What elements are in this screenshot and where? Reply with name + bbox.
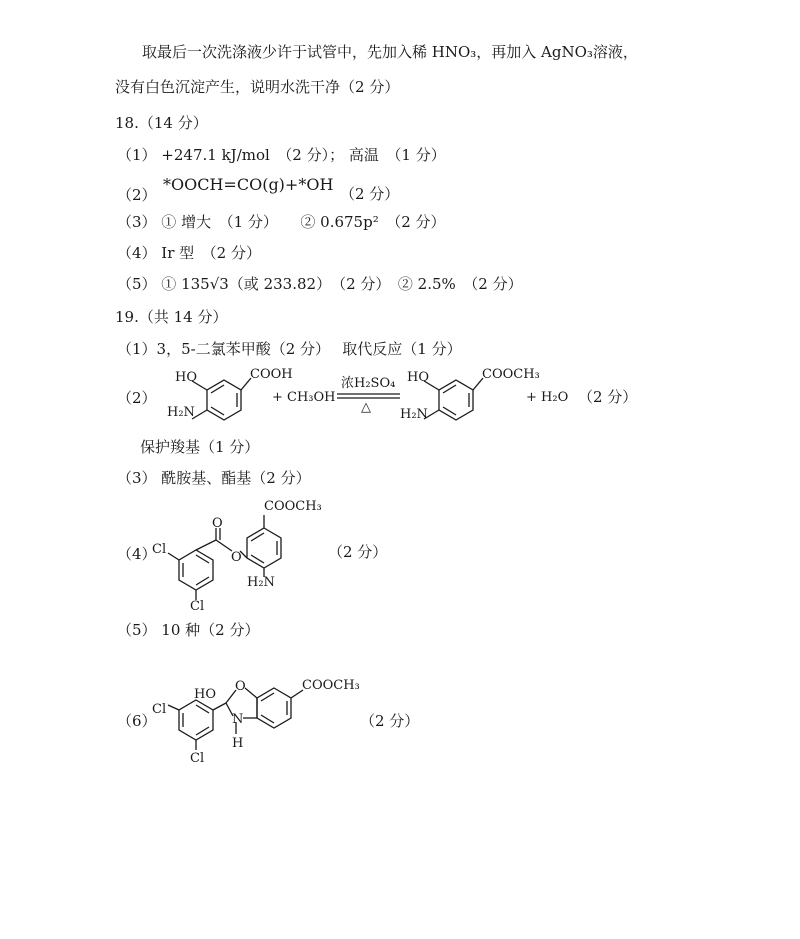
q19-part-3: （3） 酰胺基、酯基（2 分）	[117, 469, 311, 487]
structure-4-cl-top: Cl	[152, 542, 167, 557]
product-ester: COOCH₃	[482, 367, 540, 382]
q19-title: 19.（共 14 分）	[115, 308, 228, 326]
reactant-benzene-ring	[207, 380, 241, 420]
q18-part-2-score: （2 分）	[340, 185, 400, 203]
structure-6-hydroxyl: HO	[194, 687, 216, 702]
reactant-hydroxyl: HO	[175, 370, 197, 385]
q19-part-5: （5） 10 种（2 分）	[117, 621, 260, 639]
structure-6-cl-bottom: Cl	[190, 751, 205, 766]
product-amino: H₂N	[400, 407, 428, 422]
reactant-carboxyl: COOH	[250, 367, 293, 382]
q18-part-2-equation: *OOCH=CO(g)+*OH	[163, 175, 334, 194]
q19-part-4-number: （4）	[117, 545, 157, 563]
plus-water: + H₂O	[526, 390, 569, 405]
q18-part-2-number: （2）	[117, 186, 157, 204]
structure-4-carbonyl-o: O	[212, 516, 223, 531]
reactant-amino: H₂N	[167, 405, 195, 420]
plus-methanol: + CH₃OH	[272, 390, 336, 405]
product-hydroxyl: HO	[407, 370, 429, 385]
q19-part-6-number: （6）	[117, 712, 157, 730]
q18-part-3: （3） ① 增大 （1 分） ② 0.675p² （2 分）	[117, 213, 446, 231]
q19-part-6-score: （2 分）	[360, 712, 420, 730]
q19-part-1: （1）3，5-二氯苯甲酸（2 分） 取代反应（1 分）	[117, 340, 462, 358]
intro-line-1: 取最后一次洗涤液少许于试管中，先加入稀 HNO₃，再加入 AgNO₃溶液，	[142, 43, 638, 61]
structure-4-ester: COOCH₃	[264, 499, 322, 514]
structure-4-cl-bottom: Cl	[190, 599, 205, 614]
product-benzene-ring	[439, 380, 473, 420]
q19-part-4-score: （2 分）	[328, 543, 388, 561]
structure-6-ring-o: O	[235, 679, 246, 694]
q19-part-2-score: （2 分）	[578, 388, 638, 406]
structure-6-ring-n: N	[232, 712, 244, 727]
heat-symbol: △	[361, 400, 371, 415]
q18-part-5: （5） ① 135√3（或 233.82） （2 分） ② 2.5% （2 分）	[117, 275, 523, 293]
structure-6-n-h: H	[232, 736, 244, 751]
structure-6-ester: COOCH₃	[302, 678, 360, 693]
structure-4-ether-o: O	[231, 550, 242, 565]
q18-part-4: （4） Ir 型 （2 分）	[117, 244, 261, 262]
structure-4-amino: H₂N	[247, 575, 275, 590]
q18-title: 18.（14 分）	[115, 114, 208, 132]
intro-line-2: 没有白色沉淀产生，说明水洗干净（2 分）	[115, 78, 400, 96]
q19-part-2-number: （2）	[117, 389, 157, 407]
q19-part-2-note: 保护羧基（1 分）	[140, 438, 260, 456]
q18-part-1: （1） +247.1 kJ/mol （2 分）； 高温 （1 分）	[117, 146, 446, 164]
catalyst-label: 浓H₂SO₄	[341, 376, 396, 391]
structure-6-cl-top: Cl	[152, 702, 167, 717]
